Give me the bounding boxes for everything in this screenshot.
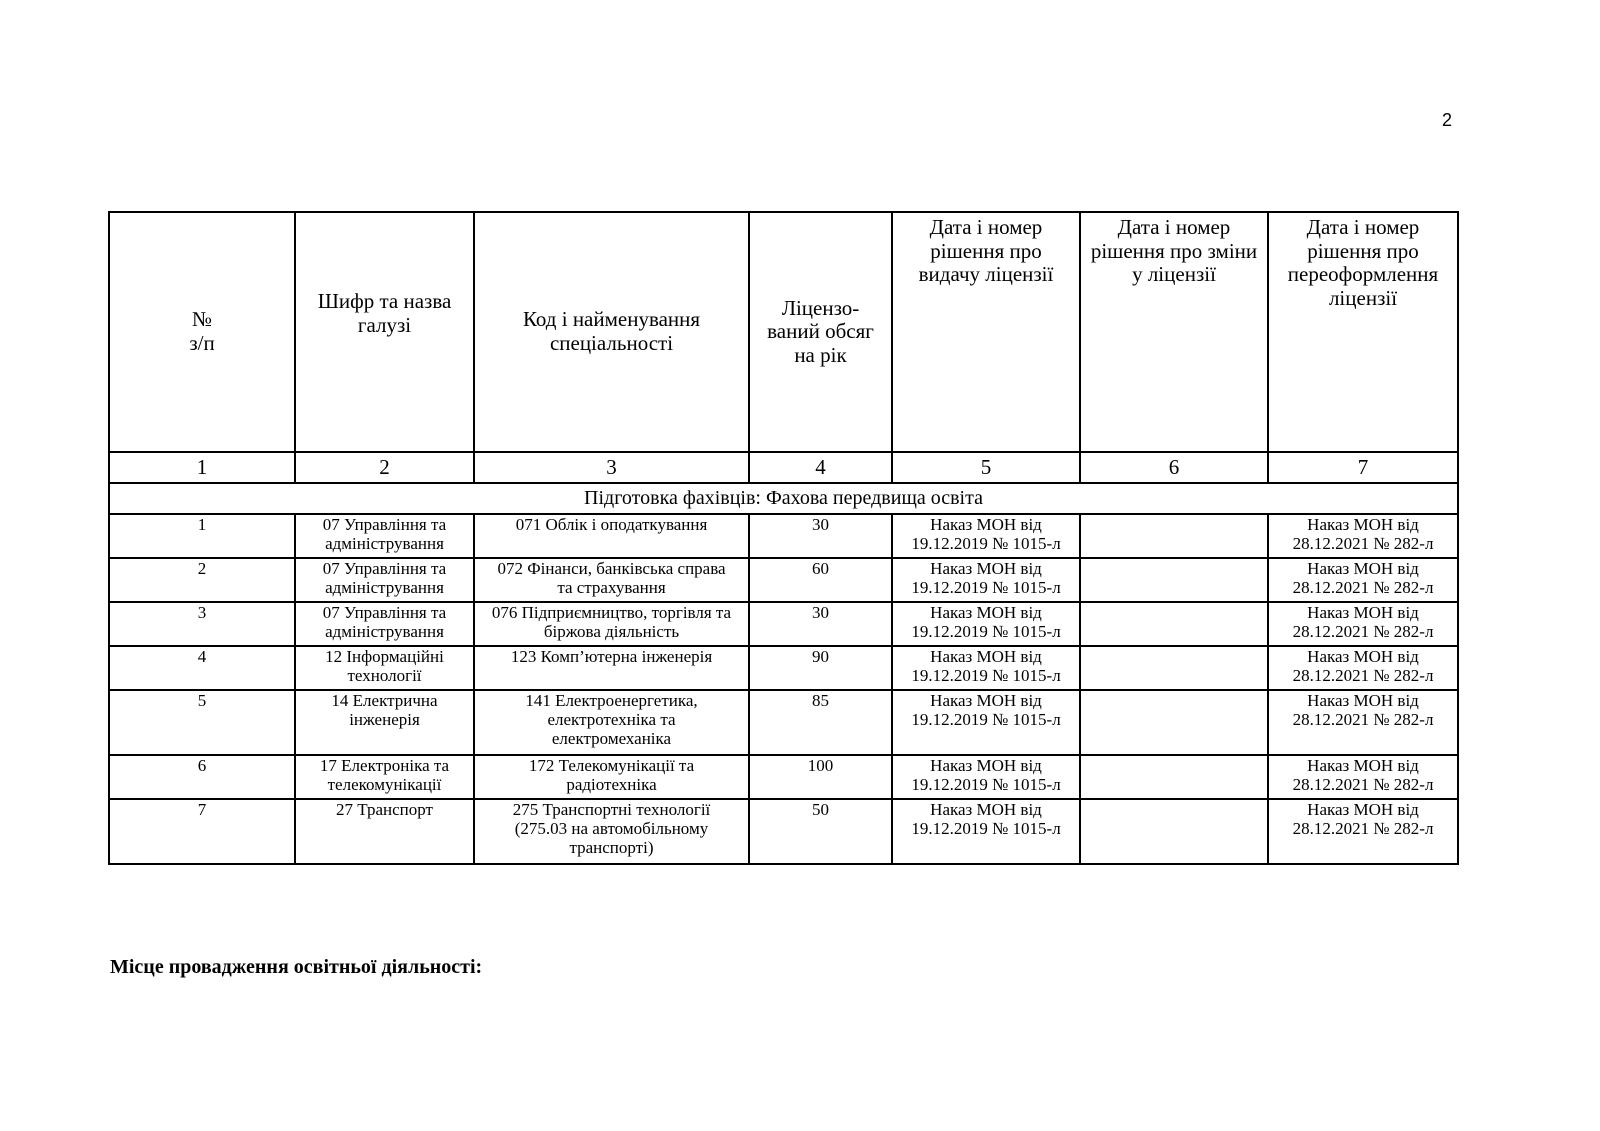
issue-order-cell: Наказ МОН від 19.12.2019 № 1015-л xyxy=(892,558,1080,602)
row-number: 3 xyxy=(109,602,295,646)
volume-cell: 60 xyxy=(749,558,892,602)
header-cell: № з/п xyxy=(109,212,295,452)
header-cell: Дата і номер рішення про переоформлення ліцензії xyxy=(1268,212,1458,452)
volume-cell: 50 xyxy=(749,799,892,864)
reissue-order-cell: Наказ МОН від 28.12.2021 № 282-л xyxy=(1268,690,1458,755)
issue-order-cell: Наказ МОН від 19.12.2019 № 1015-л xyxy=(892,514,1080,558)
branch-cell: 07 Управління та адміністрування xyxy=(295,602,474,646)
row-number: 2 xyxy=(109,558,295,602)
specialty-cell: 141 Електроенергетика, електротехніка та електромеханіка xyxy=(474,690,749,755)
volume-cell: 100 xyxy=(749,755,892,799)
changes-cell xyxy=(1080,558,1268,602)
specialty-cell: 172 Телекомунікації та радіотехніка xyxy=(474,755,749,799)
table-row xyxy=(109,602,1458,646)
column-number: 6 xyxy=(1080,452,1268,483)
branch-cell: 12 Інформаційні технології xyxy=(295,646,474,690)
row-number: 1 xyxy=(109,514,295,558)
column-number: 1 xyxy=(109,452,295,483)
table-row xyxy=(109,514,1458,558)
issue-order-cell: Наказ МОН від 19.12.2019 № 1015-л xyxy=(892,646,1080,690)
column-number: 7 xyxy=(1268,452,1458,483)
issue-order-cell: Наказ МОН від 19.12.2019 № 1015-л xyxy=(892,799,1080,864)
header-cell: Дата і номер рішення про видачу ліцензії xyxy=(892,212,1080,452)
specialty-cell: 123 Комп’ютерна інженерія xyxy=(474,646,749,690)
volume-cell: 30 xyxy=(749,514,892,558)
license-table xyxy=(108,211,1459,865)
changes-cell xyxy=(1080,755,1268,799)
specialty-cell: 072 Фінанси, банківська справа та страхування xyxy=(474,558,749,602)
column-number: 5 xyxy=(892,452,1080,483)
volume-cell: 90 xyxy=(749,646,892,690)
header-cell: Ліцензо- ваний обсяг на рік xyxy=(749,212,892,452)
issue-order-cell: Наказ МОН від 19.12.2019 № 1015-л xyxy=(892,690,1080,755)
table-row xyxy=(109,646,1458,690)
branch-cell: 17 Електроніка та телекомунікації xyxy=(295,755,474,799)
column-number: 4 xyxy=(749,452,892,483)
changes-cell xyxy=(1080,690,1268,755)
header-row xyxy=(109,212,1458,452)
row-number: 4 xyxy=(109,646,295,690)
table-row xyxy=(109,799,1458,864)
place-of-activity-title: Місце провадження освітньої діяльності: xyxy=(110,956,483,978)
reissue-order-cell: Наказ МОН від 28.12.2021 № 282-л xyxy=(1268,602,1458,646)
reissue-order-cell: Наказ МОН від 28.12.2021 № 282-л xyxy=(1268,755,1458,799)
column-number: 3 xyxy=(474,452,749,483)
volume-cell: 85 xyxy=(749,690,892,755)
section-row xyxy=(109,483,1458,514)
column-number: 2 xyxy=(295,452,474,483)
reissue-order-cell: Наказ МОН від 28.12.2021 № 282-л xyxy=(1268,799,1458,864)
header-cell: Дата і номер рішення про зміни у ліцензії xyxy=(1080,212,1268,452)
row-number: 6 xyxy=(109,755,295,799)
reissue-order-cell: Наказ МОН від 28.12.2021 № 282-л xyxy=(1268,558,1458,602)
specialty-cell: 275 Транспортні технології (275.03 на автомобільному транспорті) xyxy=(474,799,749,864)
specialty-cell: 076 Підприємництво, торгівля та біржова діяльність xyxy=(474,602,749,646)
page-number: 2 xyxy=(1442,110,1453,130)
branch-cell: 14 Електрична інженерія xyxy=(295,690,474,755)
volume-cell: 30 xyxy=(749,602,892,646)
column-number-row xyxy=(109,452,1458,483)
branch-cell: 07 Управління та адміністрування xyxy=(295,558,474,602)
changes-cell xyxy=(1080,514,1268,558)
table-row xyxy=(109,558,1458,602)
header-cell: Код і найменування спеціальності xyxy=(474,212,749,452)
table-row xyxy=(109,755,1458,799)
section-title: Підготовка фахівців: Фахова передвища освіта xyxy=(109,483,1458,514)
branch-cell: 07 Управління та адміністрування xyxy=(295,514,474,558)
specialty-cell: 071 Облік і оподаткування xyxy=(474,514,749,558)
row-number: 5 xyxy=(109,690,295,755)
reissue-order-cell: Наказ МОН від 28.12.2021 № 282-л xyxy=(1268,646,1458,690)
changes-cell xyxy=(1080,602,1268,646)
issue-order-cell: Наказ МОН від 19.12.2019 № 1015-л xyxy=(892,602,1080,646)
table-row xyxy=(109,690,1458,755)
row-number: 7 xyxy=(109,799,295,864)
changes-cell xyxy=(1080,799,1268,864)
reissue-order-cell: Наказ МОН від 28.12.2021 № 282-л xyxy=(1268,514,1458,558)
header-cell: Шифр та назва галузі xyxy=(295,212,474,452)
branch-cell: 27 Транспорт xyxy=(295,799,474,864)
changes-cell xyxy=(1080,646,1268,690)
issue-order-cell: Наказ МОН від 19.12.2019 № 1015-л xyxy=(892,755,1080,799)
